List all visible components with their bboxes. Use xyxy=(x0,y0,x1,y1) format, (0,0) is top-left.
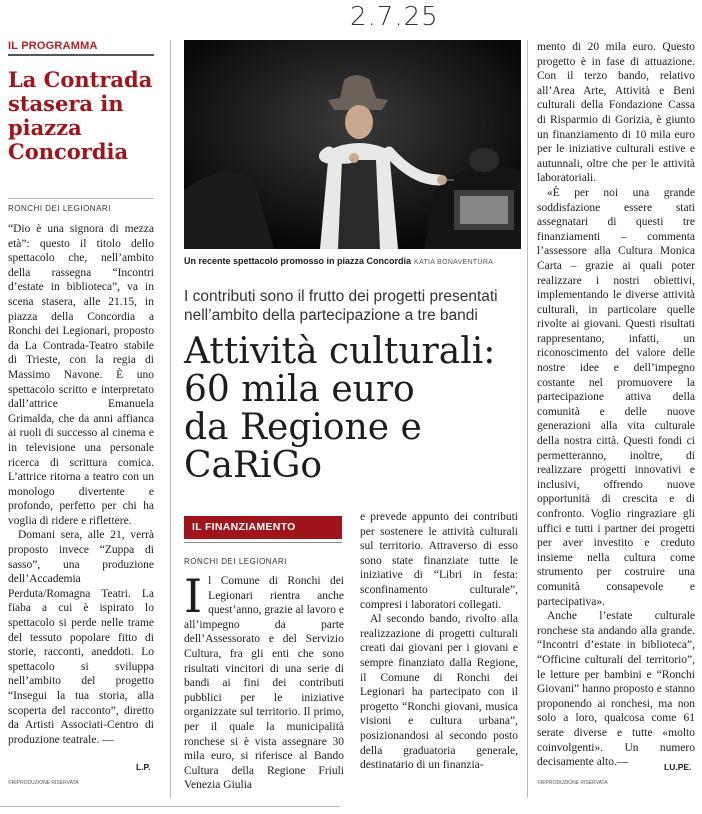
box-rule xyxy=(184,542,342,543)
article-paragraph: «È per noi una grande soddisfazione essere stati assegnatari di questi tre finanziamenti – commenta l’assessore alla Cultura Monica Carta – grazie ai quali poter realizzare i nostri obiettivi, implementando le diverse attività culturali, in particolare quelle rivolte ai giovani. Questi risultati rappresentano, infatti, un riconoscimento del valore delle nostre idee e dell’impegno costante nel promuovere la partecipazione attiva della comunità e delle nuove generazioni alla vita culturale della nostra città. Questi fondi ci permetteranno, inoltre, di realizzare progetti innovativi e inclusivi, offrendo nuove opportunità di crescita e di confronto. Voglio ringraziare gli uffici e tutti i partner dei progetti per aver investito e creduto insieme nella cultura come strumento per costruire una comunità consapevole e partecipativa». xyxy=(537,186,695,608)
article-paragraph: Anche l’estate culturale ronchese sta andando alla grande. “Incontri d’estate in biblioteca”, “Officine culturali del territorio”, le letture per bambini e “Ronchi Giovani” hanno proposto e stanno proponendo ai ronchesi, ma non solo a loro, qualcosa come 61 serate diverse e tutte «molto coinvolgenti». Un numero decisamente alto.— xyxy=(537,610,695,769)
sidebar-rights: ©RIPRODUZIONE RISERVATA xyxy=(8,780,79,786)
handwritten-date: 2.7.25 xyxy=(350,2,439,32)
bottom-rule xyxy=(0,806,340,807)
headline xyxy=(184,333,529,485)
sidebar-signature: L.P. xyxy=(136,762,151,772)
article-rights: ©RIPRODUZIONE RISERVATA xyxy=(537,780,608,786)
sidebar-dateline: RONCHI DEI LEGIONARI xyxy=(8,204,111,213)
column-divider xyxy=(170,40,171,798)
sidebar-paragraph: Domani sera, alle 21, verrà proposto invece “Zuppa di sasso”, una produzione dell’Accademia Perduta/Romagna Teatri. La fiaba a cui è ispirato lo spettacolo si perde nelle trame del tessuto popolare fitto di storie, racconti, aneddoti. Lo spettacolo si sviluppa nell’ambito del progetto “Insegui la tua storia, alla scoperta del racconto”, diretto da Artisti Associati-Centro di produzione teatrale. — xyxy=(8,529,154,746)
article-column-2 xyxy=(360,510,518,773)
article-column-3 xyxy=(537,40,695,770)
sidebar-title: La Contrada stasera in piazza Concordia xyxy=(8,67,153,164)
subheadline: I contributi sono il frutto dei progetti presentati nell’ambito della partecipazione a tre bandi xyxy=(184,288,498,324)
concert-photo xyxy=(184,40,521,249)
sidebar-paragraph: “Dio è una signora di mezza età”: questo il titolo dello spettacolo che, nell’ambito della rassegna “Incontri d’estate in biblioteca”, va in scena stasera, alle 21.15, in piazza della Concordia a Ronchi dei Legionari, proposto da La Contrada-Teatro stabile di Trieste, con la regia di Massimo Navone. È uno spettacolo scritto e interpretato dall’attrice Emanuela Grimalda, che da anni affianca ai ruoli di successo al cinema e in televisione una personale ricerca di scrittura comica. L’attrice ritorna a teatro con un monologo divertente e profondo, perfetto per chi ha voglia di ridere e riflettere. xyxy=(8,223,154,527)
article-column-1 xyxy=(184,569,344,793)
article-dateline: RONCHI DEI LEGIONARI xyxy=(184,557,287,566)
headline-line: da Regione e CaRiGo xyxy=(184,407,422,486)
program-kicker xyxy=(8,40,154,52)
photo-caption xyxy=(184,256,529,266)
article-paragraph: Al secondo bando, rivolto alla realizzazione di progetti culturali creati dai giovani per i giovani e sempre finanziato dalla Regione, il Comune di Ronchi dei Legionari ha partecipato con il progetto “Ronchi giovani, musica visioni e cultura urbana”, posizionandosi al secondo posto della graduatoria generale, destinatario di un finanzia- xyxy=(360,613,518,772)
headline-line: 60 mila euro xyxy=(184,369,415,410)
section-box: IL FINANZIAMENTO xyxy=(184,516,342,539)
caption-text: Un recente spettacolo promosso in piazza Concordia xyxy=(184,256,412,266)
dropcap: I xyxy=(184,569,203,623)
article-signature: LU.PE. xyxy=(664,762,692,772)
column-divider xyxy=(527,40,528,798)
headline-line: Attività culturali: xyxy=(184,331,496,372)
article-paragraph: l Comune di Ronchi dei Legionari rientra anche quest’anno, grazie al lavoro e all’impegno da parte dell’Assessorato e del Servizio Cultura, fra gli enti che sono risultati vincitori di una serie di bandi ai fini dei contributi pubblici per le iniziative organizzate sul territorio. Il primo, per il quale la municipalità ronchese si è vista assegnare 30 mila euro, si riferisce al Bando Cultura della Regione Friuli Venezia Giulia xyxy=(184,575,344,792)
article-paragraph: e prevede appunto dei contributi per sostenere le attività culturali sul territorio. Attraverso di esso sono state finanziate tutte le iniziative di “Libri in festa: sconfinamento culturale”, compresi i laboratori collegati. xyxy=(360,511,518,611)
sidebar-body xyxy=(8,222,154,747)
photo-credit: KATIA BONAVENTURA xyxy=(414,259,494,266)
performer-illustration xyxy=(184,40,521,249)
article-paragraph: mento di 20 mila euro. Questo progetto è in fase di attuazione. Con il terzo bando, relativo all’Area Arte, Attività e Beni culturali della Fondazione Cassa di Risparmio di Gorizia, è giunto un finanziamento di 10 mila euro per le iniziative culturali estive e autunnali, oltre che per le attività laboratoriali. xyxy=(537,41,695,185)
kicker-label: IL PROGRAMMA xyxy=(8,40,98,52)
kicker-rule xyxy=(8,54,154,56)
divider xyxy=(8,198,154,199)
